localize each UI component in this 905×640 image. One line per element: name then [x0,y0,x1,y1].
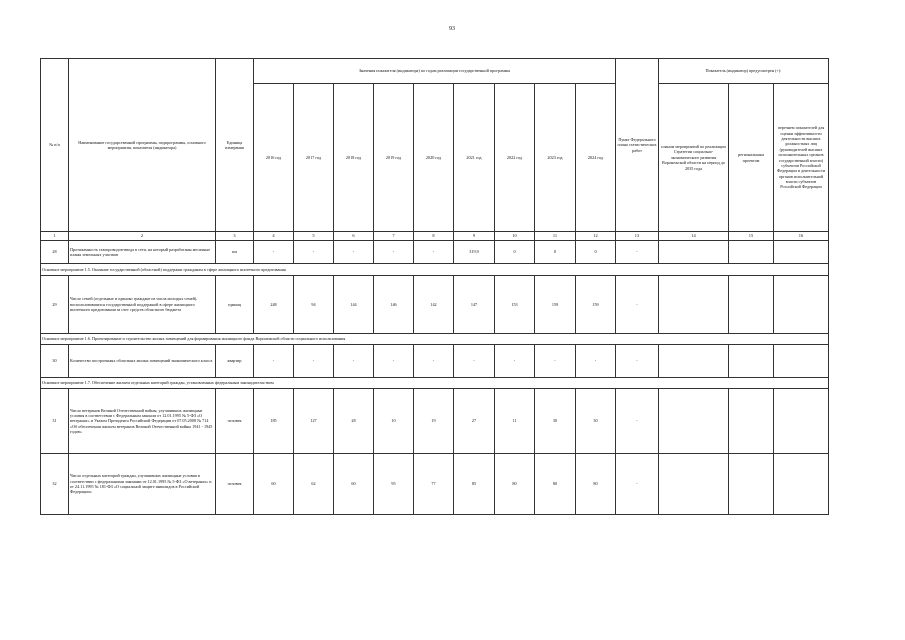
year-value-cell: 80 [576,454,616,515]
unit-cell: единиц [216,276,254,334]
indicators-table [40,58,829,515]
unit-cell: человек [216,389,254,454]
header-values-group: Значения показателя (индикатора) по годам реализации государственной программы [254,59,616,84]
year-value-cell: 28 [334,389,374,454]
year-value-cell: 144 [334,276,374,334]
header-perechen: перечнем показателей для оценки эффективности деятельности высших должностных лиц (руководителей высших исполнительных органов государственной власти) субъектов Российской Федерации и деятельности органов исполнительной власти субъектов Российской Федерации [774,84,829,232]
section-row [41,378,829,389]
year-value-cell: 142 [414,276,454,334]
year-value-cell: - [294,345,334,378]
section-title: Основное мероприятие 1.5. Оказание государственной (областной) поддержки гражданам в сфере жилищного ипотечного кредитования [41,264,829,276]
section-row [41,334,829,345]
perechen-cell [774,454,829,515]
indicator-name: Количество построенных областных жилых помещений экономического класса [69,345,216,378]
year-value-cell: 80 [535,454,576,515]
year-value-cell: 146 [374,276,414,334]
regional-project-cell [729,454,774,515]
column-numbers-row [41,232,829,241]
section-row [41,264,829,276]
year-value-cell: 0 [576,241,616,264]
strategy-cell [659,276,729,334]
perechen-cell [774,345,829,378]
regional-project-cell [729,241,774,264]
header-name: Наименование государственной программы, подпрограммы, основного мероприятия, показателя (индикатора) [69,59,216,232]
unit-cell: км [216,241,254,264]
year-value-cell: - [294,241,334,264]
row-number: 32 [41,454,69,515]
year-value-cell: - [414,345,454,378]
header-year-2022: 2022 год [495,84,535,232]
column-number: 3 [216,232,254,241]
column-number: 16 [774,232,829,241]
year-value-cell: - [374,345,414,378]
perechen-cell [774,389,829,454]
year-value-cell: 94 [294,276,334,334]
table-row [41,389,829,454]
year-value-cell: 95 [374,454,414,515]
header-year-2023: 2023 год [535,84,576,232]
column-number: 12 [576,232,616,241]
column-number: 4 [254,232,294,241]
year-value-cell: 10 [374,389,414,454]
year-value-cell: 77 [414,454,454,515]
column-number: 14 [659,232,729,241]
year-value-cell: - [414,241,454,264]
year-value-cell: 30 [535,389,576,454]
header-year-2020: 2020 год [414,84,454,232]
header-fed-stat: Пункт Федерального плана статистических работ [616,59,659,232]
year-value-cell: - [254,241,294,264]
unit-cell: человек [216,454,254,515]
header-year-2019: 2019 год [374,84,414,232]
strategy-cell [659,241,729,264]
column-number: 8 [414,232,454,241]
strategy-cell [659,389,729,454]
year-value-cell: - [334,241,374,264]
year-value-cell: 185 [254,389,294,454]
column-number: 5 [294,232,334,241]
year-value-cell: 80 [495,454,535,515]
header-year-2018: 2018 год [334,84,374,232]
regional-project-cell [729,389,774,454]
header-indicator-group: Показатель (индикатор) предусмотрен (+): [659,59,829,84]
year-value-cell: 159 [535,276,576,334]
year-value-cell: - [495,345,535,378]
column-number: 9 [454,232,495,241]
section-title: Основное мероприятие 1.6. Проектирование и строительство жилых помещений для формирования жилищного фонда Воронежской области социального использования [41,334,829,345]
year-value-cell: 30 [576,389,616,454]
header-year-2024: 2024 год [576,84,616,232]
year-value-cell: 62 [294,454,334,515]
fed-plan-cell: - [616,389,659,454]
year-value-cell: 159 [576,276,616,334]
year-value-cell: - [254,345,294,378]
year-value-cell: 0 [495,241,535,264]
year-value-cell: 60 [334,454,374,515]
header-year-2021: 2021 год [454,84,495,232]
column-number: 7 [374,232,414,241]
indicator-name: Число отдельных категорий граждан, улучшивших жилищные условия в соответствии с федеральными законами от 12.01.1995 № 5-ФЗ «О ветеранах» и от 24.11.1995 № 181-ФЗ «О социальной защите инвалидов в Российской Федерации» [69,454,216,515]
header-num: № п/п [41,59,69,232]
table-row [41,345,829,378]
year-value-cell: - [576,345,616,378]
row-number: 30 [41,345,69,378]
table-row [41,276,829,334]
column-number: 13 [616,232,659,241]
indicator-name: Протяженность газопроводов-ввода в сети, на который разработаны месячные планы земельных участков [69,241,216,264]
header-regional-project: региональным проектом [729,84,774,232]
fed-plan-cell: - [616,454,659,515]
year-value-cell: 27 [454,389,495,454]
page-number: 93 [449,26,455,32]
year-value-cell: 60 [254,454,294,515]
column-number: 2 [69,232,216,241]
fed-plan-cell: - [616,241,659,264]
year-value-cell: 0 [535,241,576,264]
year-value-cell: 153 [495,276,535,334]
year-value-cell: 127 [294,389,334,454]
year-value-cell: - [454,345,495,378]
strategy-cell [659,345,729,378]
row-number: 29 [41,276,69,334]
column-number: 10 [495,232,535,241]
regional-project-cell [729,345,774,378]
table-row [41,241,829,264]
strategy-cell [659,454,729,515]
year-value-cell: 248 [254,276,294,334]
header-year-2017: 2017 год [294,84,334,232]
table-row [41,454,829,515]
fed-plan-cell: - [616,276,659,334]
column-number: 15 [729,232,774,241]
column-number: 11 [535,232,576,241]
year-value-cell: 11 [495,389,535,454]
perechen-cell [774,241,829,264]
year-value-cell: 19 [414,389,454,454]
fed-plan-cell: - [616,345,659,378]
regional-project-cell [729,276,774,334]
column-number: 1 [41,232,69,241]
indicator-name: Число семей (отдельные и одиноко граждане из числа молодых семей), воспользовавшихся государственной поддержкой в сфере жилищного ипотечного кредитования за счет средств областного бюджета [69,276,216,334]
year-value-cell: - [535,345,576,378]
section-title: Основное мероприятие 1.7. Обеспечение жильем отдельных категорий граждан, установленных федеральным законодательством [41,378,829,389]
column-number: 6 [334,232,374,241]
indicator-name: Число ветеранов Великой Отечественной войны, улучшивших жилищные условия в соответствии с Федеральным законом от 12.01.1995 № 5-ФЗ «О ветеранах» и Указом Президента Российской Федерации от 07.05.2008 № 714 «Об обеспечении жильем ветеранов Великой Отечественной войны 1941 - 1945 годов» [69,389,216,454]
row-number: 28 [41,241,69,264]
year-value-cell: 85 [454,454,495,515]
perechen-cell [774,276,829,334]
unit-cell: квартир [216,345,254,378]
header-unit: Единица измерения [216,59,254,232]
year-value-cell: 147 [454,276,495,334]
row-number: 31 [41,389,69,454]
header-strategy: планом мероприятий по реализации Стратегии социально-экономического развития Воронежской области на период до 2035 года [659,84,729,232]
year-value-cell: 319,9 [454,241,495,264]
year-value-cell: - [374,241,414,264]
header-year-2016: 2016 год [254,84,294,232]
year-value-cell: - [334,345,374,378]
